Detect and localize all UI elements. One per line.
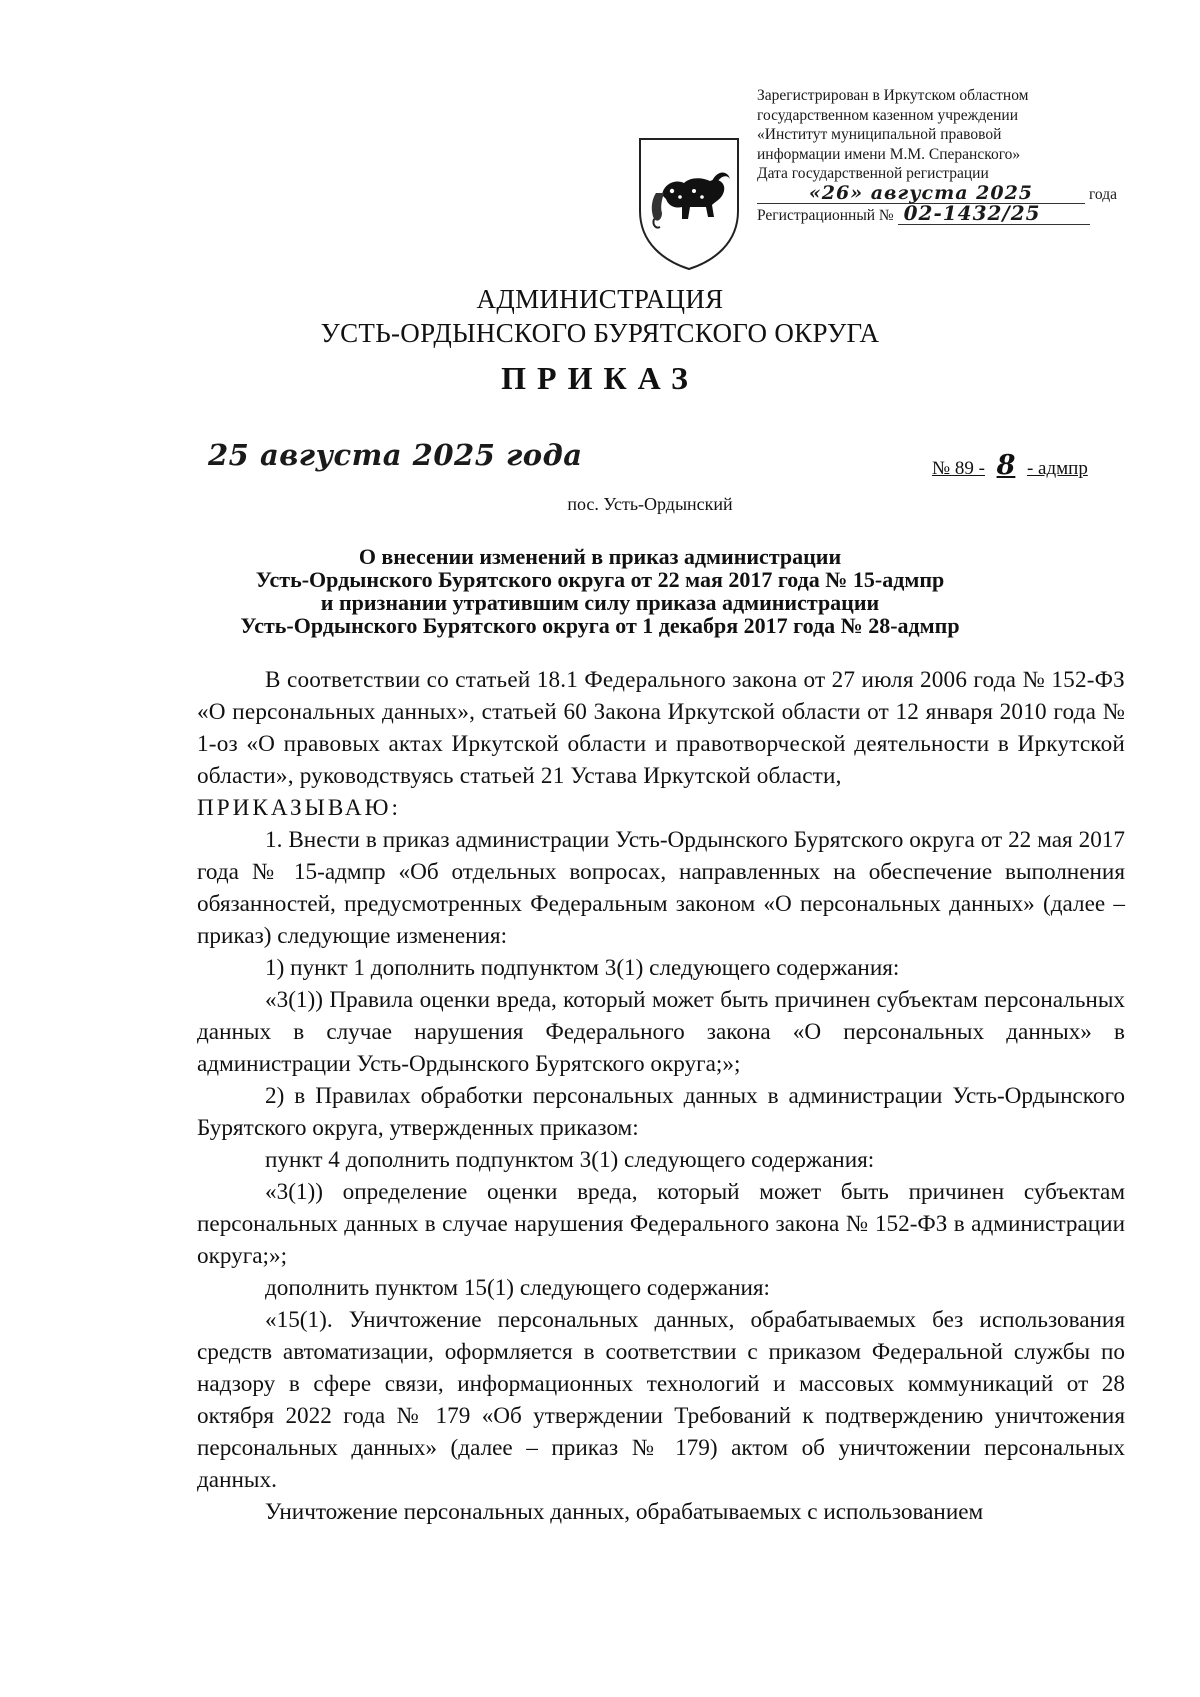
body-paragraph: дополнить пунктом 15(1) следующего содержания: [265,1275,770,1301]
order-subject [150,545,1050,637]
registration-date-handwritten: «26» августа 2025 [757,184,1085,205]
order-body [197,664,1125,1528]
subject-line: и признании утратившим силу приказа администрации [320,590,880,615]
registration-line: Дата государственной регистрации [757,165,989,182]
order-number [932,450,1088,481]
agency-name-line2: УСТЬ-ОРДЫНСКОГО БУРЯТСКОГО ОКРУГА [320,318,880,348]
body-paragraph: Уничтожение персональных данных, обрабатываемых с использованием [265,1499,984,1525]
order-number-prefix: № 89 - [932,458,985,479]
body-paragraph: 2) в Правилах обработки персональных данных в администрации Усть-Ордынского Бурятского округа, утвержденных приказом: [197,1083,1125,1141]
body-paragraph: 1) пункт 1 дополнить подпунктом 3(1) следующего содержания: [265,955,900,981]
registration-number-row [757,201,1117,226]
registration-line: государственном казенном учреждении [757,106,1019,124]
subject-line: Усть-Ордынского Бурятского округа от 1 декабря 2017 года № 28-адмпр [240,613,960,638]
registration-line: «Институт муниципальной правовой [757,126,1002,143]
order-date-handwritten: 25 августа 2025 года [208,438,583,472]
registration-stamp [757,86,1117,226]
agency-name-line1: АДМИНИСТРАЦИЯ [476,284,724,314]
order-directive: ПРИКАЗЫВАЮ: [197,795,401,821]
body-paragraph: 1. Внести в приказ администрации Усть-Ордынского Бурятского округа от 22 мая 2017 года № 15-адмпр «Об отдельных вопросах, направленных на обеспечение выполнения обязанностей, предусмотренных Федеральным законом «О персональных данных» (далее – приказ) следующие изменения: [197,827,1125,949]
subject-line: Усть-Ордынского Бурятского округа от 22 мая 2017 года № 15-адмпр [255,567,945,592]
body-paragraph: «15(1). Уничтожение персональных данных, обрабатываемых без использования средств автоматизации, оформляется в соответствии с приказом Федеральной службы по надзору в сфере связи, информационных технологий и массовых коммуникаций от 28 октября 2022 года № 179 «Об утверждении Требований к подтверждению уничтожения персональных данных» (далее – приказ № 179) актом об уничтожении персональных данных. [197,1307,1125,1493]
registration-number-label: Регистрационный № [757,207,894,224]
coat-of-arms-icon [632,133,746,273]
place-of-issue: пос. Усть-Ордынский [567,494,733,514]
registration-date-suffix: года [1088,185,1117,203]
registration-number-handwritten: 02-1432/25 [898,204,1090,225]
subject-line: О внесении изменений в приказ администрации [358,544,842,569]
order-number-suffix: - адмпр [1026,458,1088,479]
registration-line: Зарегистрирован в Иркутском областном [757,87,1029,104]
body-paragraph: «3(1)) определение оценки вреда, который может быть причинен субъектам персональных данных в случае нарушения Федерального закона № 152-ФЗ в администрации округа;»; [197,1179,1125,1269]
body-paragraph: пункт 4 дополнить подпунктом 3(1) следующего содержания: [265,1147,875,1173]
body-paragraph: В соответствии со статьей 18.1 Федерального закона от 27 июля 2006 года № 152-ФЗ «О персональных данных», статьей 60 Закона Иркутской области от 12 января 2010 года № 1-оз «О правовых актах Иркутской области и правотворческой деятельности в Иркутской области», руководствуясь статьей 21 Устава Иркутской области, [197,667,1125,789]
document-type-title: ПРИКАЗ [501,360,699,396]
order-number-handwritten: 8 [996,450,1016,481]
body-paragraph: «3(1)) Правила оценки вреда, который может быть причинен субъектам персональных данных в случае нарушения Федерального закона «О персональных данных» в администрации Усть-Ордынского Бурятского округа;»; [197,987,1125,1077]
registration-line: информации имени М.М. Сперанского» [757,145,1021,163]
